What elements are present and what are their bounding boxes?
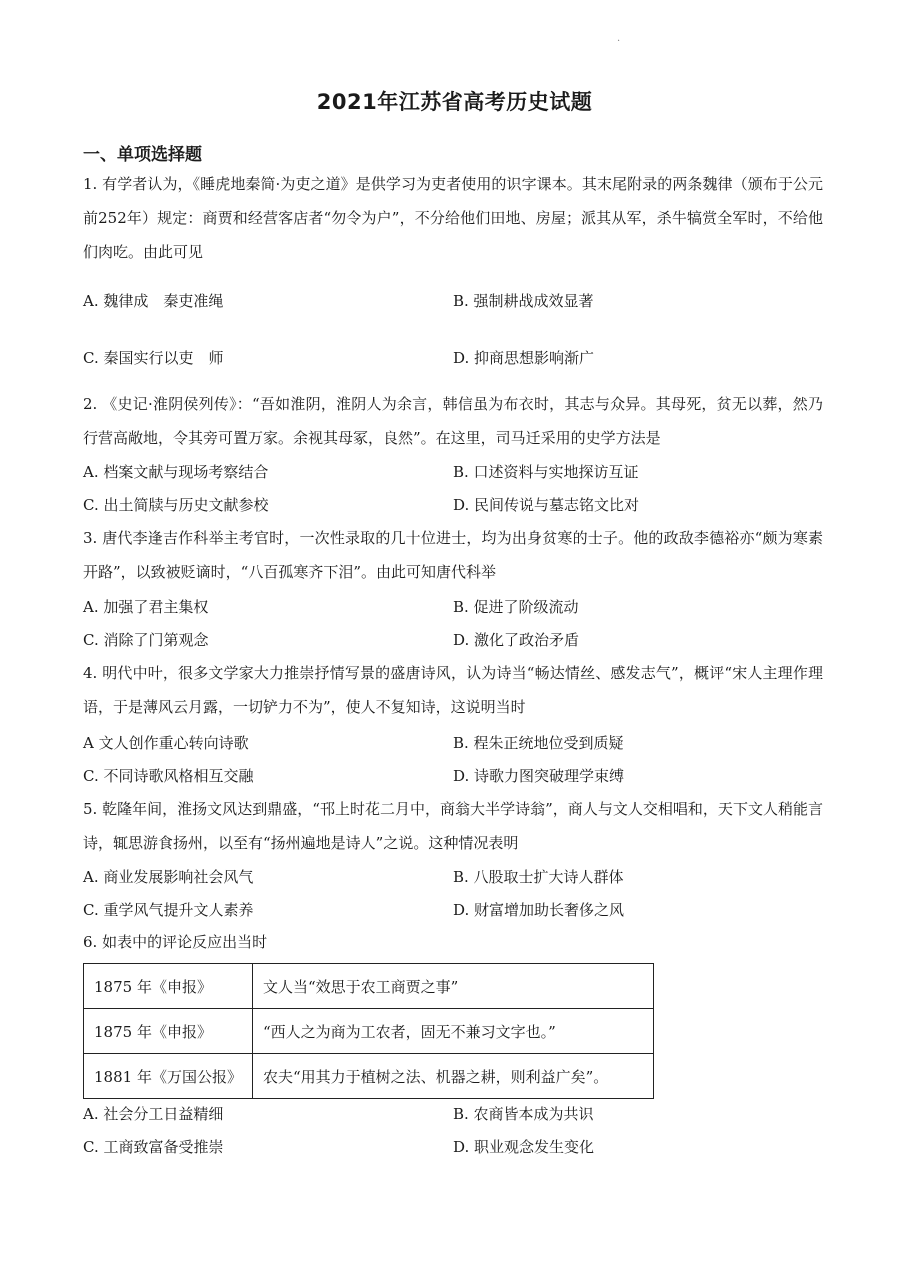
question-2-stem: 2. 《史记·淮阴侯列传》：“吾如淮阴，淮阴人为余言，韩信虽为布衣时，其志与众异。其母死，贫无以葬，然乃行营高敞地，令其旁可置万家。余视其母冢，良然”。在这里，司马迁采用的史学方法是	[83, 395, 823, 447]
question-1-option-c: C. 秦国实行以吏 师	[83, 349, 224, 367]
question-6-option-a: A. 社会分工日益精细	[83, 1105, 224, 1123]
table-cell-source: 1875 年《申报》	[84, 964, 253, 1009]
question-2-option-b: B. 口述资料与实地探访互证	[453, 463, 639, 481]
question-3-stem: 3. 唐代李逢吉作科举主考官时，一次性录取的几十位进士，均为出身贫寒的士子。他的政敌李德裕亦“颇为寒素开路”，以致被贬谪时，“八百孤寒齐下泪”。由此可知唐代科举	[83, 529, 823, 581]
question-6-option-d: D. 职业观念发生变化	[453, 1138, 595, 1156]
question-4-option-b: B. 程朱正统地位受到质疑	[453, 734, 624, 752]
question-6-option-c: C. 工商致富备受推崇	[83, 1138, 224, 1156]
question-2-option-a: A. 档案文献与现场考察结合	[83, 463, 269, 481]
table-cell-source: 1881 年《万国公报》	[84, 1054, 253, 1099]
table-cell-comment: 农夫“用其力于植树之法、机器之耕，则利益广矣”。	[252, 1054, 653, 1099]
question-4-option-c: C. 不同诗歌风格相互交融	[83, 767, 254, 785]
question-4-option-d: D. 诗歌力图突破理学束缚	[453, 767, 625, 785]
question-1-option-a: A. 魏律成 秦吏准绳	[83, 292, 224, 310]
question-3-option-d: D. 激化了政治矛盾	[453, 631, 580, 649]
table-row	[84, 1009, 654, 1054]
question-2-option-d: D. 民间传说与墓志铭文比对	[453, 496, 640, 514]
question-2-option-c: C. 出土简牍与历史文献参校	[83, 496, 269, 514]
table-cell-comment: “西人之为商为工农者，固无不兼习文字也。”	[252, 1009, 653, 1054]
question-5-option-a: A. 商业发展影响社会风气	[83, 868, 254, 886]
section-heading: 一、单项选择题	[83, 145, 202, 165]
question-1-option-b: B. 强制耕战成效显著	[453, 292, 594, 310]
question-5-option-c: C. 重学风气提升文人素养	[83, 901, 254, 919]
page-title: 2021年江苏省高考历史试题	[316, 90, 593, 114]
question-3-option-a: A. 加强了君主集权	[83, 598, 209, 616]
table-cell-source: 1875 年《申报》	[84, 1009, 253, 1054]
question-5-option-d: D. 财富增加助长奢侈之风	[453, 901, 625, 919]
table-row	[84, 1054, 654, 1099]
question-5-option-b: B. 八股取士扩大诗人群体	[453, 868, 624, 886]
question-6-option-b: B. 农商皆本成为共识	[453, 1105, 594, 1123]
question-1-stem: 1. 有学者认为，《睡虎地秦简·为吏之道》是供学习为吏者使用的识字课本。其末尾附录的两条魏律（颁布于公元前252年）规定：商贾和经营客店者“勿令为户”，不分给他们田地、房屋；派其从军，杀牛犒赏全军时，不给他们肉吃。由此可见	[83, 175, 823, 261]
question-6-stem: 6. 如表中的评论反应出当时	[83, 933, 268, 951]
question-4-stem: 4. 明代中叶，很多文学家大力推崇抒情写景的盛唐诗风，认为诗当“畅达情丝、感发志气”，概评“宋人主理作理语，于是薄风云月露，一切铲力不为”，使人不复知诗，这说明当时	[83, 664, 823, 716]
page-dot: ·	[617, 36, 621, 47]
table-row	[84, 964, 654, 1009]
question-3-option-c: C. 消除了门第观念	[83, 631, 209, 649]
question-1-option-d: D. 抑商思想影响渐广	[453, 349, 595, 367]
question-5-stem: 5. 乾隆年间，淮扬文风达到鼎盛，“邗上时花二月中，商翁大半学诗翁”，商人与文人交相唱和，天下文人稍能言诗，辄思游食扬州，以至有“扬州遍地是诗人”之说。这种情况表明	[83, 800, 823, 852]
table-cell-comment: 文人当“效思于农工商贾之事”	[252, 964, 653, 1009]
question-3-option-b: B. 促进了阶级流动	[453, 598, 579, 616]
question-6-table	[83, 963, 654, 1099]
question-4-option-a: A 文人创作重心转向诗歌	[83, 734, 249, 752]
